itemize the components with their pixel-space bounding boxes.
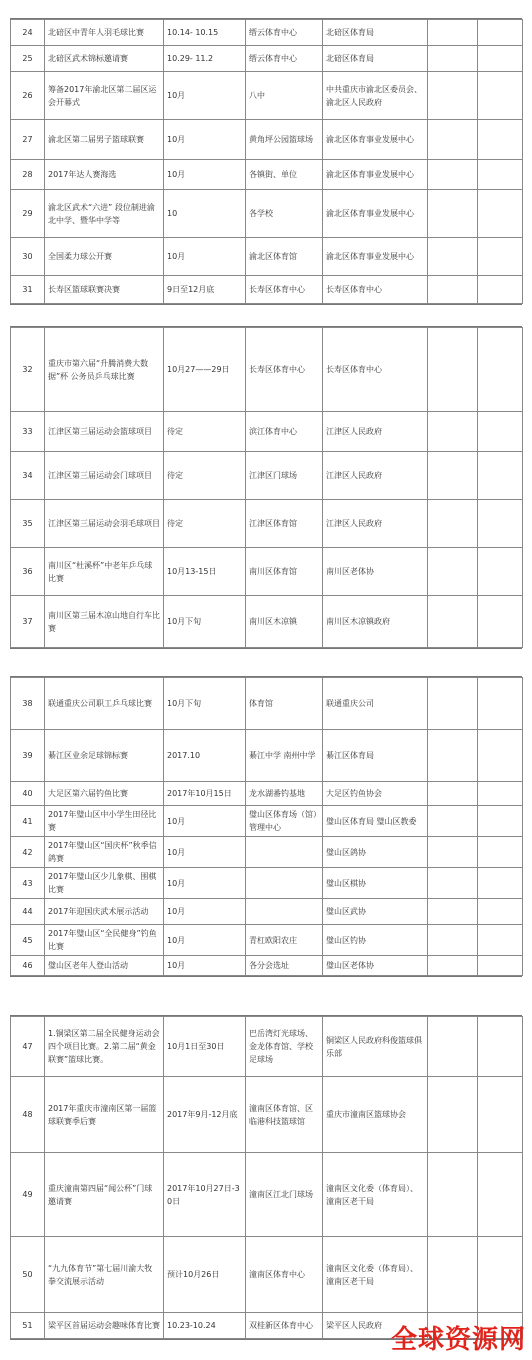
event-venue: 体育馆 — [246, 678, 323, 730]
row-number: 41 — [11, 806, 45, 837]
event-name: 綦江区业余足球锦标赛 — [45, 730, 164, 782]
schedule-table-section — [10, 1015, 522, 1340]
event-name: 长寿区篮球联赛决赛 — [45, 276, 164, 304]
table-row — [11, 730, 523, 782]
row-number: 24 — [11, 20, 45, 46]
row-number: 50 — [11, 1237, 45, 1313]
empty-cell — [428, 328, 478, 412]
event-date: 10月 — [164, 238, 246, 276]
event-organizer: 璧山区棋协 — [323, 868, 428, 899]
table-row — [11, 1237, 523, 1313]
event-name: 重庆潼南第四届“闻公杯”门球邀请赛 — [45, 1153, 164, 1237]
event-date: 10月下旬 — [164, 596, 246, 648]
row-number: 36 — [11, 548, 45, 596]
event-organizer: 渝北区体育事业发展中心 — [323, 238, 428, 276]
empty-cell — [428, 190, 478, 238]
event-date: 10月13-15日 — [164, 548, 246, 596]
empty-cell — [428, 868, 478, 899]
event-date: 待定 — [164, 452, 246, 500]
row-number: 46 — [11, 956, 45, 976]
event-name: 南川区第三届木凉山地自行车比赛 — [45, 596, 164, 648]
event-name: 北碚区武术锦标邀请赛 — [45, 46, 164, 72]
event-organizer: 梁平区人民政府 — [323, 1313, 428, 1339]
event-date: 2017年10月15日 — [164, 782, 246, 806]
row-number: 47 — [11, 1017, 45, 1077]
event-organizer: 长寿区体育中心 — [323, 276, 428, 304]
empty-cell — [478, 452, 523, 500]
event-organizer: 江津区人民政府 — [323, 500, 428, 548]
empty-cell — [428, 72, 478, 120]
empty-cell — [478, 190, 523, 238]
empty-cell — [428, 956, 478, 976]
event-name: 北碚区中青年人羽毛球比赛 — [45, 20, 164, 46]
watermark-logo: 全球资源网 — [390, 1325, 526, 1355]
row-number: 38 — [11, 678, 45, 730]
event-name: 大足区第六届钓鱼比赛 — [45, 782, 164, 806]
event-venue: 璧山区体育场（馆）管理中心 — [246, 806, 323, 837]
event-venue: 长寿区体育中心 — [246, 276, 323, 304]
table-row — [11, 452, 523, 500]
table-row — [11, 925, 523, 956]
table-row — [11, 548, 523, 596]
event-name: 江津区第三届运动会门球项目 — [45, 452, 164, 500]
event-date: 2017年10月27日-30日 — [164, 1153, 246, 1237]
empty-cell — [478, 238, 523, 276]
event-name: 1.铜梁区第二届全民健身运动会四个项目比赛。2.第二届“黄金联赛”篮球比赛。 — [45, 1017, 164, 1077]
event-venue: 潼南区体育馆、区临港科技篮球馆 — [246, 1077, 323, 1153]
empty-cell — [478, 730, 523, 782]
row-number: 49 — [11, 1153, 45, 1237]
event-name: 筹备2017年渝北区第二届区运会开幕式 — [45, 72, 164, 120]
empty-cell — [428, 412, 478, 452]
empty-cell — [478, 678, 523, 730]
empty-cell — [428, 160, 478, 190]
table-row — [11, 276, 523, 304]
event-venue: 渝北区体育馆 — [246, 238, 323, 276]
event-venue — [246, 868, 323, 899]
schedule-table-section — [10, 676, 522, 977]
row-number: 30 — [11, 238, 45, 276]
event-organizer: 北碚区体育局 — [323, 46, 428, 72]
table-row — [11, 868, 523, 899]
row-number: 32 — [11, 328, 45, 412]
empty-cell — [478, 500, 523, 548]
event-organizer: 江津区人民政府 — [323, 452, 428, 500]
empty-cell — [478, 868, 523, 899]
event-organizer: 璧山区武协 — [323, 899, 428, 925]
empty-cell — [428, 678, 478, 730]
event-name: 渝北区第二届男子篮球联赛 — [45, 120, 164, 160]
empty-cell — [478, 1077, 523, 1153]
event-name: 2017年迎国庆武术展示活动 — [45, 899, 164, 925]
event-name: 璧山区老年人登山活动 — [45, 956, 164, 976]
empty-cell — [478, 837, 523, 868]
event-organizer: 綦江区体育局 — [323, 730, 428, 782]
event-date: 2017.10 — [164, 730, 246, 782]
event-date: 9日至12月底 — [164, 276, 246, 304]
event-venue: 潼南区江北门球场 — [246, 1153, 323, 1237]
event-name: 联通重庆公司职工乒乓球比赛 — [45, 678, 164, 730]
empty-cell — [428, 837, 478, 868]
table-row — [11, 500, 523, 548]
empty-cell — [478, 899, 523, 925]
event-date: 10 — [164, 190, 246, 238]
event-venue — [246, 899, 323, 925]
event-date: 10月 — [164, 925, 246, 956]
empty-cell — [428, 238, 478, 276]
event-venue: 南川区木凉镇 — [246, 596, 323, 648]
event-name: 江津区第三届运动会羽毛球项目 — [45, 500, 164, 548]
event-venue: 南川区体育馆 — [246, 548, 323, 596]
event-organizer: 联通重庆公司 — [323, 678, 428, 730]
event-organizer: 璧山区老体协 — [323, 956, 428, 976]
event-date: 待定 — [164, 412, 246, 452]
row-number: 45 — [11, 925, 45, 956]
event-date: 10月 — [164, 837, 246, 868]
event-organizer: 渝北区体育事业发展中心 — [323, 190, 428, 238]
event-name: 渝北区武术“六进” 段位制进渝北中学、暨华中学等 — [45, 190, 164, 238]
row-number: 26 — [11, 72, 45, 120]
event-organizer: 长寿区体育中心 — [323, 328, 428, 412]
empty-cell — [478, 806, 523, 837]
event-name: 2017年璧山区中小学生田径比赛 — [45, 806, 164, 837]
empty-cell — [428, 120, 478, 160]
table-row — [11, 1077, 523, 1153]
event-organizer: 中共重庆市渝北区委员会、渝北区人民政府 — [323, 72, 428, 120]
event-venue: 江津区门球场 — [246, 452, 323, 500]
event-date: 10.14- 10.15 — [164, 20, 246, 46]
table-row — [11, 46, 523, 72]
empty-cell — [478, 1153, 523, 1237]
row-number: 25 — [11, 46, 45, 72]
row-number: 35 — [11, 500, 45, 548]
event-name: 2017年重庆市潼南区第一届篮球联赛季后赛 — [45, 1077, 164, 1153]
row-number: 48 — [11, 1077, 45, 1153]
event-venue: 缙云体育中心 — [246, 20, 323, 46]
table-row — [11, 20, 523, 46]
empty-cell — [428, 1017, 478, 1077]
schedule-table-section — [10, 326, 522, 649]
empty-cell — [428, 596, 478, 648]
table-row — [11, 328, 523, 412]
event-organizer: 南川区老体协 — [323, 548, 428, 596]
event-date: 2017年9月-12月底 — [164, 1077, 246, 1153]
table-row — [11, 678, 523, 730]
empty-cell — [428, 1153, 478, 1237]
schedule-table-section — [10, 18, 522, 305]
event-venue: 綦江中学 南州中学 — [246, 730, 323, 782]
event-date: 10月 — [164, 899, 246, 925]
empty-cell — [478, 548, 523, 596]
row-number: 27 — [11, 120, 45, 160]
empty-cell — [428, 276, 478, 304]
event-venue: 滨江体育中心 — [246, 412, 323, 452]
empty-cell — [428, 548, 478, 596]
row-number: 43 — [11, 868, 45, 899]
empty-cell — [478, 160, 523, 190]
empty-cell — [478, 925, 523, 956]
event-organizer: 南川区木凉镇政府 — [323, 596, 428, 648]
empty-cell — [428, 1237, 478, 1313]
event-venue: 青杠欧阳农庄 — [246, 925, 323, 956]
event-organizer: 铜梁区人民政府科俊篮球俱乐部 — [323, 1017, 428, 1077]
row-number: 39 — [11, 730, 45, 782]
row-number: 42 — [11, 837, 45, 868]
event-organizer: 潼南区文化委（体育局）、潼南区老干局 — [323, 1153, 428, 1237]
event-date: 10月 — [164, 868, 246, 899]
table-row — [11, 806, 523, 837]
event-date: 预计10月26日 — [164, 1237, 246, 1313]
event-organizer: 璧山区体育局 璧山区教委 — [323, 806, 428, 837]
row-number: 29 — [11, 190, 45, 238]
empty-cell — [428, 925, 478, 956]
table-row — [11, 238, 523, 276]
event-date: 10月1日至30日 — [164, 1017, 246, 1077]
table-row — [11, 190, 523, 238]
empty-cell — [478, 20, 523, 46]
row-number: 31 — [11, 276, 45, 304]
event-date: 10月下旬 — [164, 678, 246, 730]
row-number: 33 — [11, 412, 45, 452]
empty-cell — [428, 20, 478, 46]
empty-cell — [428, 452, 478, 500]
event-date: 10月27——29日 — [164, 328, 246, 412]
empty-cell — [428, 899, 478, 925]
empty-cell — [428, 782, 478, 806]
event-name: 江津区第三届运动会篮球项目 — [45, 412, 164, 452]
event-organizer: 北碚区体育局 — [323, 20, 428, 46]
table-row — [11, 120, 523, 160]
empty-cell — [478, 596, 523, 648]
event-venue: 江津区体育馆 — [246, 500, 323, 548]
event-name: 2017年璧山区少儿象棋、围棋比赛 — [45, 868, 164, 899]
event-name: 梁平区首届运动会趣味体育比赛 — [45, 1313, 164, 1339]
table-row — [11, 160, 523, 190]
event-name: 南川区“杜溪杯”中老年乒乓球比赛 — [45, 548, 164, 596]
event-organizer: 江津区人民政府 — [323, 412, 428, 452]
empty-cell — [478, 46, 523, 72]
event-venue: 黄角坪公园篮球场 — [246, 120, 323, 160]
table-row — [11, 837, 523, 868]
table-row — [11, 596, 523, 648]
table-row — [11, 956, 523, 976]
event-venue: 双桂新区体育中心 — [246, 1313, 323, 1339]
event-venue: 缙云体育中心 — [246, 46, 323, 72]
empty-cell — [478, 956, 523, 976]
event-organizer: 大足区钓鱼协会 — [323, 782, 428, 806]
event-date: 10月 — [164, 120, 246, 160]
event-name: 全国柔力球公开赛 — [45, 238, 164, 276]
event-date: 10月 — [164, 956, 246, 976]
event-organizer: 渝北区体育事业发展中心 — [323, 160, 428, 190]
event-date: 待定 — [164, 500, 246, 548]
event-venue — [246, 837, 323, 868]
event-venue: 巴岳湾灯光球场、金龙体育馆、学校足球场 — [246, 1017, 323, 1077]
empty-cell — [428, 1077, 478, 1153]
event-name: “九九体育节”第七届川渝大牧拳交流展示活动 — [45, 1237, 164, 1313]
event-venue: 各学校 — [246, 190, 323, 238]
row-number: 37 — [11, 596, 45, 648]
event-venue: 长寿区体育中心 — [246, 328, 323, 412]
empty-cell — [478, 1237, 523, 1313]
event-date: 10月 — [164, 806, 246, 837]
table-row — [11, 899, 523, 925]
row-number: 40 — [11, 782, 45, 806]
event-venue: 八中 — [246, 72, 323, 120]
event-date: 10.29- 11.2 — [164, 46, 246, 72]
empty-cell — [478, 328, 523, 412]
row-number: 44 — [11, 899, 45, 925]
table-row — [11, 412, 523, 452]
empty-cell — [478, 1017, 523, 1077]
empty-cell — [478, 276, 523, 304]
empty-cell — [478, 72, 523, 120]
empty-cell — [478, 782, 523, 806]
row-number: 34 — [11, 452, 45, 500]
event-organizer: 重庆市潼南区篮球协会 — [323, 1077, 428, 1153]
event-name: 2017年璧山区“国庆杯”秋季信鸽赛 — [45, 837, 164, 868]
event-organizer: 璧山区鸽协 — [323, 837, 428, 868]
table-row — [11, 782, 523, 806]
empty-cell — [478, 120, 523, 160]
event-organizer: 潼南区文化委（体育局）、潼南区老干局 — [323, 1237, 428, 1313]
event-venue: 各镇街、单位 — [246, 160, 323, 190]
empty-cell — [428, 46, 478, 72]
row-number: 51 — [11, 1313, 45, 1339]
event-date: 10月 — [164, 72, 246, 120]
event-date: 10月 — [164, 160, 246, 190]
event-name: 重庆市第六届“升腾消费大数据”杯 公务员乒乓球比赛 — [45, 328, 164, 412]
empty-cell — [478, 412, 523, 452]
event-name: 2017年璧山区“全民健身”钓鱼比赛 — [45, 925, 164, 956]
table-row — [11, 72, 523, 120]
empty-cell — [428, 730, 478, 782]
event-venue: 潼南区体育中心 — [246, 1237, 323, 1313]
table-row — [11, 1017, 523, 1077]
event-venue: 龙水湖番钓基地 — [246, 782, 323, 806]
event-organizer: 渝北区体育事业发展中心 — [323, 120, 428, 160]
event-date: 10.23-10.24 — [164, 1313, 246, 1339]
event-organizer: 璧山区钓协 — [323, 925, 428, 956]
event-venue: 各分会选址 — [246, 956, 323, 976]
row-number: 28 — [11, 160, 45, 190]
table-row — [11, 1153, 523, 1237]
event-name: 2017年达人赛海选 — [45, 160, 164, 190]
empty-cell — [428, 806, 478, 837]
empty-cell — [428, 500, 478, 548]
